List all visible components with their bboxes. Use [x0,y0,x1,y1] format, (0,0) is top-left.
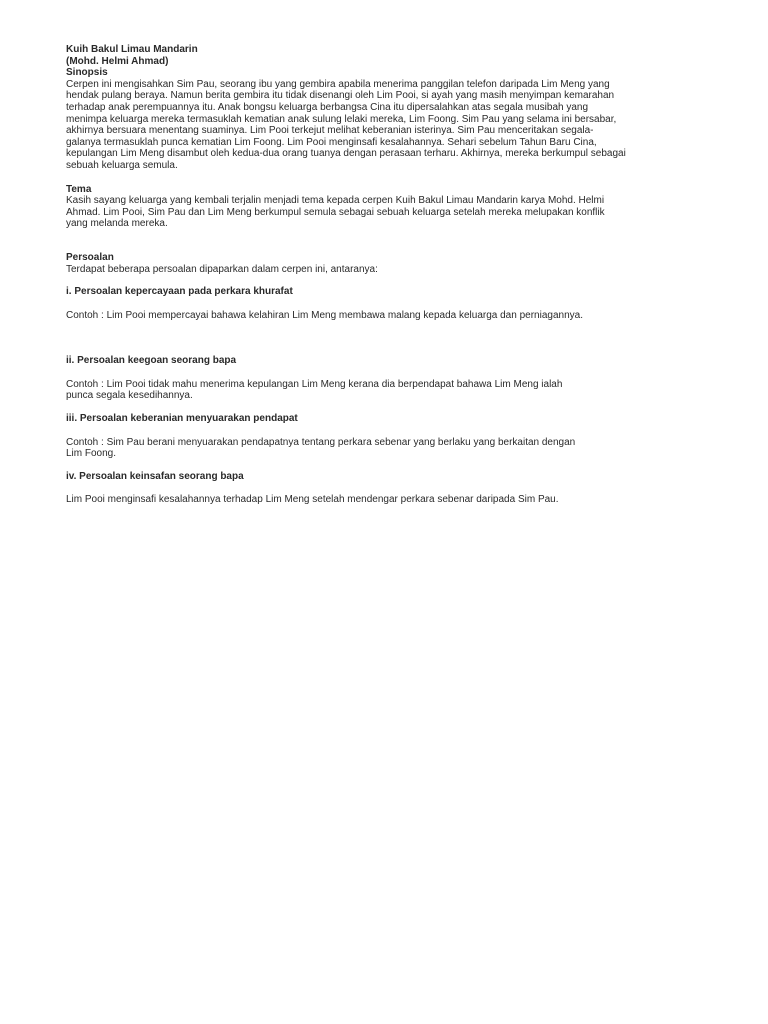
persoalan-intro: Terdapat beberapa persoalan dipaparkan dalam cerpen ini, antaranya: [66,263,378,275]
persoalan-item-line: Lim Foong. [66,448,117,460]
sinopsis-line: kepulangan Lim Meng disambut oleh kedua-dua orang tuanya dengan perasaan terharu. Akhirnya, mereka berkumpul sebagai [66,148,626,160]
persoalan-item-heading: i. Persoalan kepercayaan pada perkara khurafat [66,286,293,298]
persoalan-item-line: Lim Pooi menginsafi kesalahannya terhadap Lim Meng setelah mendengar perkara sebenar daripada Sim Pau. [66,494,559,506]
sinopsis-line: sebuah keluarga semula. [66,159,178,171]
document-title: Kuih Bakul Limau Mandarin [66,44,198,55]
tema-line: Kasih sayang keluarga yang kembali terjalin menjadi tema kepada cerpen Kuih Bakul Limau Mandarin karya Mohd. Helmi [66,195,605,207]
sinopsis-line: Cerpen ini mengisahkan Sim Pau, seorang ibu yang gembira apabila menerima panggilan telefon daripada Lim Meng yang [66,78,610,90]
tema-line: Ahmad. Lim Pooi, Sim Pau dan Lim Meng berkumpul semula sebagai sebuah keluarga setelah mereka melupakan konflik [66,206,605,218]
document-author: (Mohd. Helmi Ahmad) [66,55,169,67]
persoalan-item-line: Contoh : Lim Pooi mempercayai bahawa kelahiran Lim Meng membawa malang kepada keluarga dan perniagannya. [66,309,583,321]
header-block [66,44,638,67]
sinopsis-line: terhadap anak perempuannya itu. Anak bongsu keluarga berbangsa Cina itu dipersalahkan atas segala musibah yang [66,101,589,113]
tema-line: yang melanda mereka. [66,218,168,230]
sinopsis-section [66,67,638,171]
persoalan-item [66,413,638,460]
sinopsis-line: hendak pulang beraya. Namun berita gembira itu tidak disenangi oleh Lim Pooi, si ayah yang masih menyimpan kemarahan [66,90,615,102]
persoalan-item-line: Contoh : Lim Pooi tidak mahu menerima kepulangan Lim Meng kerana dia berpendapat bahawa Lim Meng ialah [66,378,563,390]
persoalan-item-heading: ii. Persoalan keegoan seorang bapa [66,355,237,367]
persoalan-item-line: Contoh : Sim Pau berani menyuarakan pendapatnya tentang perkara sebenar yang berlaku yang berkaitan dengan [66,436,576,448]
sinopsis-line: menimpa keluarga mereka termasuklah kematian anak sulung lelaki mereka, Lim Foong. Sim Pau yang selama ini bersabar, [66,113,617,125]
sinopsis-line: akhirnya bersuara menentang suaminya. Lim Pooi terkejut melihat keberanian isterinya. Sim Pau menceritakan segala- [66,125,594,137]
tema-section [66,184,638,230]
persoalan-item-heading: iii. Persoalan keberanian menyuarakan pendapat [66,413,298,425]
persoalan-item [66,286,638,321]
persoalan-section [66,252,638,506]
persoalan-item [66,355,638,402]
persoalan-item [66,471,638,506]
persoalan-heading: Persoalan [66,251,114,263]
sinopsis-line: galanya termasuklah punca kematian Lim Foong. Lim Pooi menginsafi kesalahannya. Sehari sebelum Tahun Baru Cina, [66,136,597,148]
persoalan-item-line: punca segala kesedihannya. [66,390,193,402]
tema-heading: Tema [66,183,92,195]
sinopsis-heading: Sinopsis [66,67,108,79]
persoalan-item-heading: iv. Persoalan keinsafan seorang bapa [66,470,244,482]
